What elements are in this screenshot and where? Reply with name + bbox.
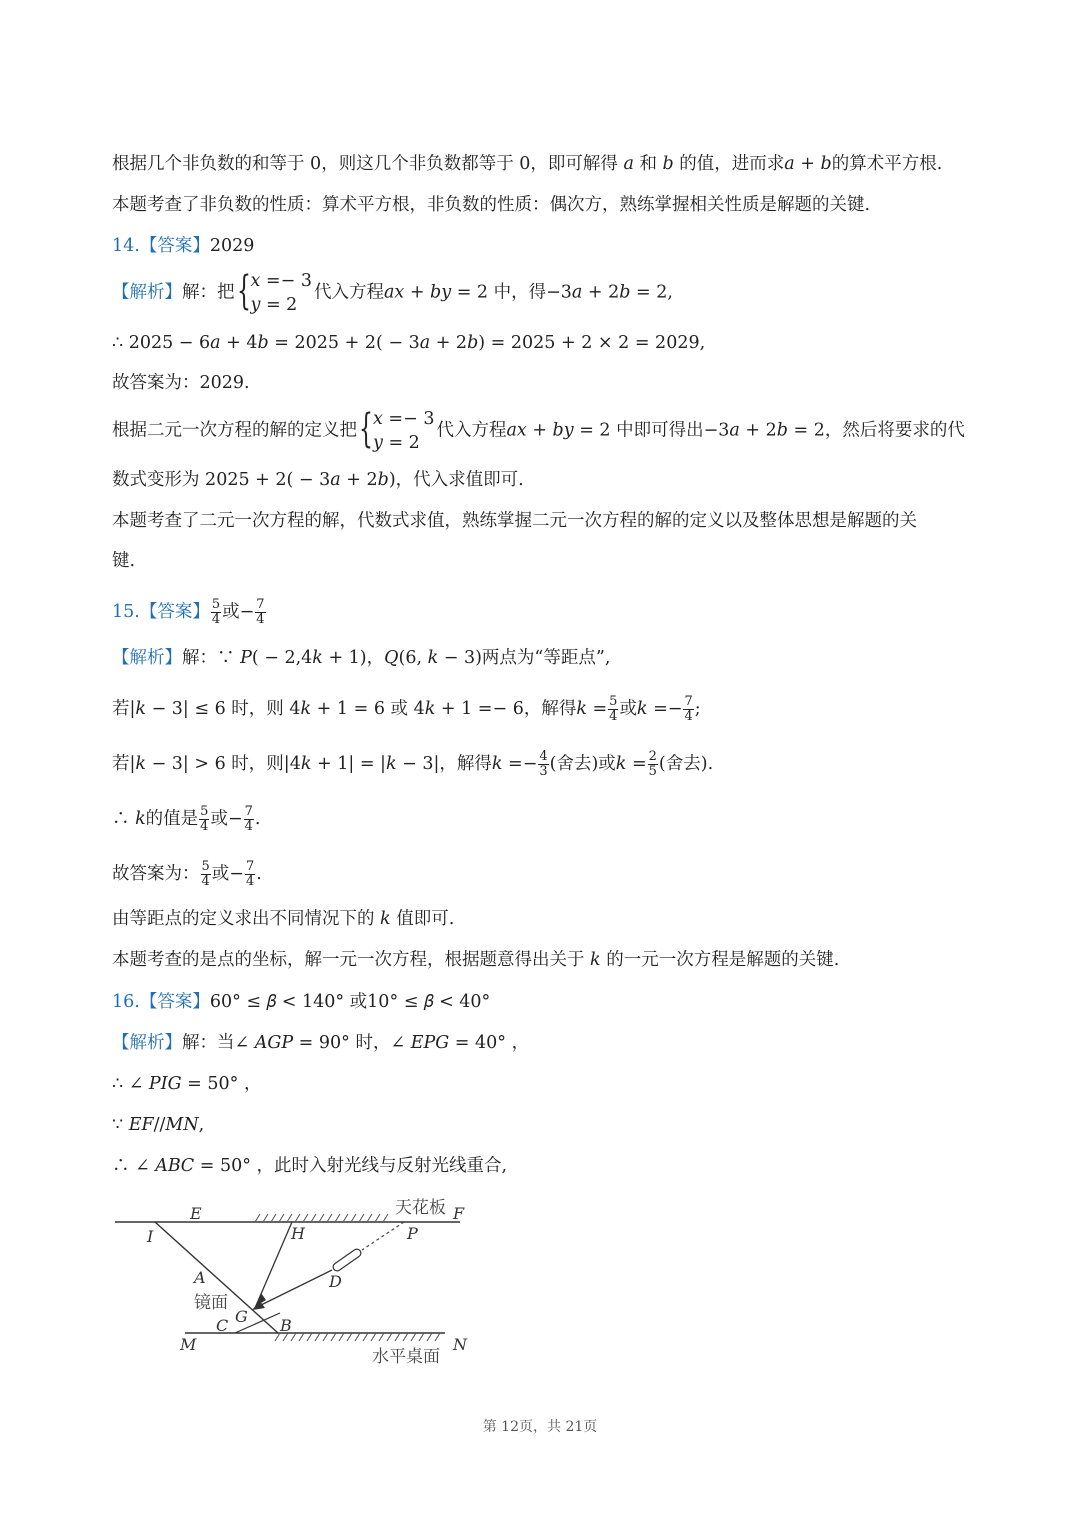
q14-answer-line — [112, 234, 254, 258]
fraction — [608, 695, 618, 724]
denominator: 5 — [648, 764, 657, 779]
text-line: 根据几个非负数的和等于 0，则这几个非负数都等于 0，即可解得 𝑎 和 𝑏 的值，进而求𝑎 + 𝑏的算术平方根. — [112, 154, 943, 174]
text-line — [112, 805, 260, 834]
numerator: 4 — [539, 749, 548, 764]
label-M: M — [180, 1335, 197, 1354]
fraction — [245, 860, 255, 889]
text-fragment: 解：∵ 𝑃( − 2,4𝑘 + 1)，𝑄(6, 𝑘 − 3)两点为“等距点”, — [182, 648, 611, 668]
text-line: 本题考查了非负数的性质：算术平方根，非负数的性质：偶次方，熟练掌握相关性质是解题的关键. — [112, 195, 871, 215]
table-hatch — [275, 1333, 440, 1341]
label-H: H — [291, 1224, 305, 1243]
text-line: 键. — [112, 551, 136, 571]
text-fragment: 解：当∠ 𝐴𝐺𝑃 = 90° 时，∠ 𝐸𝑃𝐺 = 40° ， — [182, 1033, 530, 1053]
question-number: 15. — [112, 602, 140, 622]
fraction — [244, 805, 254, 834]
numerator: 2 — [648, 749, 657, 764]
numerator: 5 — [609, 694, 618, 709]
numerator: 5 — [200, 804, 209, 819]
text-line: ∴ ∠ 𝐴𝐵𝐶 = 50° ，此时入射光线与反射光线重合, — [112, 1156, 508, 1176]
text-fragment: 或− — [211, 864, 244, 884]
text-fragment: ; — [694, 699, 701, 719]
reflection-diagram — [110, 1190, 490, 1380]
text-fragment: (舍去)或𝑘 = — [549, 754, 647, 774]
question-number: 16. — [112, 992, 140, 1012]
q14-analysis-line — [112, 269, 673, 317]
fraction — [255, 598, 265, 627]
system-row: 𝑥 =− 3 — [373, 409, 435, 429]
numerator: 5 — [201, 859, 210, 874]
label-N: N — [453, 1335, 467, 1354]
label-C: C — [216, 1316, 229, 1335]
text-line — [112, 750, 713, 779]
fraction — [538, 750, 548, 779]
numerator: 7 — [244, 804, 253, 819]
text-fragment: . — [256, 864, 262, 884]
denominator: 3 — [539, 764, 548, 779]
analysis-tag: 【解析】 — [112, 1033, 182, 1053]
question-number: 14. — [112, 236, 140, 256]
q16-analysis-line — [112, 1031, 529, 1055]
fraction — [683, 695, 693, 724]
label-table: 水平桌面 — [372, 1347, 440, 1367]
answer-tag: 【答案】 — [139, 602, 210, 622]
equation-system: { 𝑥 =− 3 𝑦 = 2 — [359, 406, 435, 453]
text-fragment: 若|𝑘 − 3| > 6 时，则|4𝑘 + 1| = |𝑘 − 3|，解得𝑘 =− — [112, 754, 538, 774]
text-fragment: 代入方程𝑎𝑥 + 𝑏𝑦 = 2 中即可得出−3𝑎 + 2𝑏 = 2，然后将要求的代 — [436, 420, 965, 441]
incident-ray-dashed — [362, 1222, 404, 1250]
label-F: F — [453, 1204, 465, 1223]
denominator: 4 — [609, 709, 618, 724]
answer-tag: 【答案】 — [139, 992, 210, 1012]
q16-answer-line — [112, 990, 490, 1014]
analysis-tag: 【解析】 — [112, 282, 182, 303]
system-row: 𝑥 =− 3 — [250, 271, 312, 291]
text-fragment: 或− — [222, 602, 255, 622]
text-line: 本题考查的是点的坐标，解一元一次方程，根据题意得出关于 𝑘 的一元一次方程是解题的关键. — [112, 950, 840, 970]
label-G: G — [235, 1307, 248, 1326]
fraction — [648, 750, 658, 779]
label-ceiling: 天花板 — [395, 1198, 446, 1218]
system-row: 𝑦 = 2 — [373, 433, 420, 453]
text-line: ∴ ∠ 𝑃𝐼𝐺 = 50° ， — [112, 1074, 262, 1094]
numerator: 5 — [211, 597, 221, 612]
label-I: I — [147, 1227, 154, 1246]
label-D: D — [329, 1272, 342, 1291]
text-fragment: 根据二元一次方程的解的定义把 — [112, 420, 357, 441]
analysis-tag: 【解析】 — [112, 648, 182, 668]
page-footer: 第 12页，共 21页 — [482, 1419, 598, 1435]
text-fragment: 故答案为： — [112, 864, 200, 884]
numerator: 7 — [256, 597, 265, 612]
text-fragment: 解：把 — [182, 282, 235, 303]
text-line — [112, 407, 965, 455]
numerator: 7 — [684, 694, 693, 709]
denominator: 4 — [244, 819, 253, 834]
text-line — [112, 695, 701, 724]
text-fragment: 若|𝑘 − 3| ≤ 6 时，则 4𝑘 + 1 = 6 或 4𝑘 + 1 =− 6，解得𝑘 = — [112, 699, 608, 719]
label-P: P — [407, 1224, 418, 1243]
denominator: 4 — [200, 819, 209, 834]
numerator: 7 — [245, 859, 255, 874]
label-A: A — [194, 1268, 206, 1287]
answer-tag: 【答案】 — [139, 236, 210, 256]
denominator: 4 — [256, 612, 265, 627]
text-line — [112, 860, 262, 889]
equation-system: { 𝑥 =− 3 𝑦 = 2 — [236, 268, 312, 315]
text-fragment: ∴ 𝑘的值是 — [112, 809, 199, 829]
text-line: 故答案为：2029. — [112, 373, 250, 393]
label-B: B — [280, 1316, 292, 1335]
denominator: 4 — [684, 709, 693, 724]
answer-value: 2029 — [209, 236, 255, 256]
text-line: 本题考查了二元一次方程的解，代数式求值，熟练掌握二元一次方程的解的定义以及整体思想是解题的关 — [112, 511, 917, 531]
label-mirror: 镜面 — [194, 1293, 228, 1313]
text-fragment: 代入方程𝑎𝑥 + 𝑏𝑦 = 2 中，得−3𝑎 + 2𝑏 = 2, — [313, 282, 673, 303]
ceiling-hatch — [255, 1214, 388, 1222]
fraction — [201, 860, 211, 889]
text-fragment: 或− — [210, 809, 243, 829]
denominator: 4 — [201, 874, 210, 889]
system-row: 𝑦 = 2 — [250, 295, 298, 315]
denominator: 4 — [245, 874, 255, 889]
answer-value: 60° ≤ 𝛽 < 140° 或10° ≤ 𝛽 < 40° — [209, 992, 491, 1012]
text-line: ∵ 𝐸𝐹//𝑀𝑁, — [112, 1115, 205, 1135]
fraction — [211, 598, 221, 627]
fraction — [199, 805, 209, 834]
text-fragment: 或𝑘 =− — [619, 699, 683, 719]
label-E: E — [190, 1204, 202, 1223]
text-line: 由等距点的定义求出不同情况下的 𝑘 值即可. — [112, 909, 455, 929]
laser-pen — [332, 1248, 363, 1273]
text-fragment: (舍去). — [658, 754, 714, 774]
text-line: 数式变形为 2025 + 2( − 3𝑎 + 2𝑏)，代入求值即可. — [112, 470, 524, 490]
text-fragment: . — [254, 809, 261, 829]
text-line: ∴ 2025 − 6𝑎 + 4𝑏 = 2025 + 2( − 3𝑎 + 2𝑏) = 2025 + 2 × 2 = 2029, — [112, 333, 706, 353]
incident-ray — [255, 1270, 332, 1308]
q15-answer-line — [112, 598, 267, 627]
q15-analysis-line — [112, 646, 610, 670]
denominator: 4 — [211, 612, 221, 627]
